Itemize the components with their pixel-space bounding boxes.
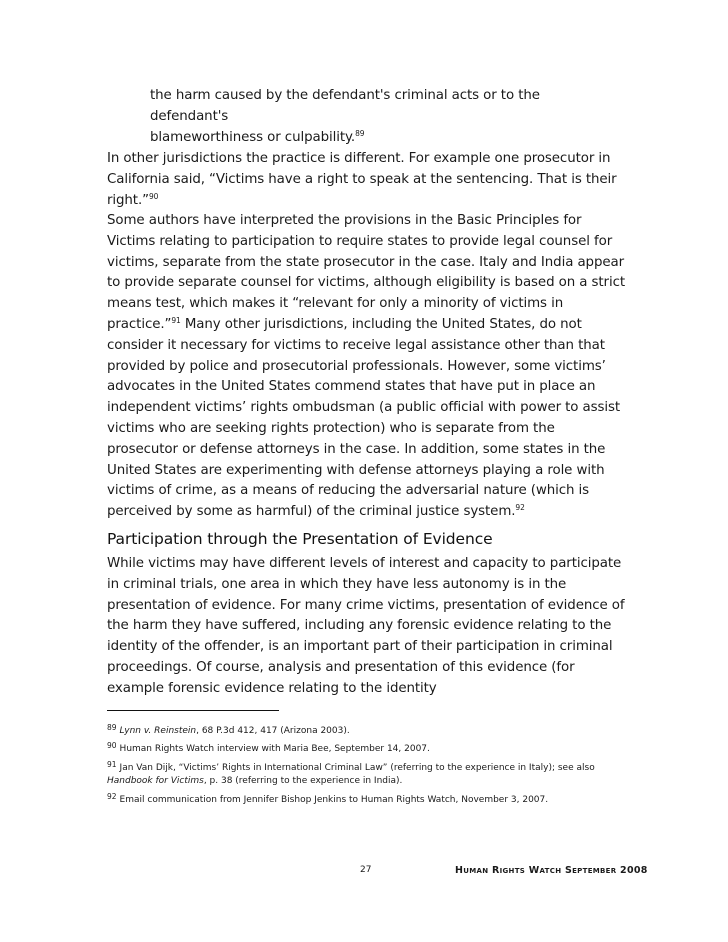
footnotes [107,725,627,812]
paragraph-jurisdictions [107,149,627,211]
footnote-92 [107,791,627,807]
footnote-number: 91 [107,759,117,769]
footnote-divider [107,710,279,711]
footnote-text: Human Rights Watch interview with Maria Bee, September 14, 2007. [119,744,430,755]
footnote-number: 90 [107,741,117,751]
block-quote [150,86,620,148]
paragraph-legal-counsel-text-b: Many other jurisdictions, including the United States, do not consider it necessary for victims to receive legal assistance other than that provided by police and prosecutorial professionals. However, some victims’ advocates in the United States commend states that have put in place an independent victims’ rights ombudsman (a public official with power to assist victims who are seeking rights protection) who is separate from the prosecutor or defense attorneys in the case. In addition, some states in the United States are experimenting with defense attorneys playing a role with victims of crime, as a means of reducing the adversarial nature (which is perceived by some as harmful) of the criminal justice system. [107,316,621,520]
footnote-89 [107,725,627,738]
footnote-number: 89 [107,723,117,732]
quote-line-1: the harm caused by the defendant's criminal acts or to the defendant's [150,88,540,124]
footnote-ref-92[interactable]: 92 [515,503,525,513]
footnote-text-pre: Jan Van Dijk, “Victims’ Rights in International Criminal Law” (referring to the experience in Italy); see also [119,762,595,773]
section-heading: Participation through the Presentation of Evidence [107,530,493,548]
publication-footer: Human Rights Watch September 2008 [455,865,648,876]
footnote-text: , p. 38 (referring to the experience in India). [203,776,403,787]
paragraph-legal-counsel [107,211,627,523]
paragraph-jurisdictions-text: In other jurisdictions the practice is different. For example one prosecutor in California said, “Victims have a right to speak at the sentencing. That is their right.” [107,151,617,208]
footnote-ref-90[interactable]: 90 [148,191,159,201]
paragraph-legal-counsel-text-a: Some authors have interpreted the provisions in the Basic Principles for Victims relating to participation to require states to provide legal counsel for victims, separate from the state prosecutor in the case. Italy and India appear to provide separate counsel for victims, although eligibility is based on a strict means test, which makes it “relevant for only a minority of victims in practice.” [107,213,625,332]
page-number: 27 [360,865,372,875]
paragraph-evidence-text: While victims may have different levels of interest and capacity to participate in criminal trials, one area in which they have less autonomy is in the presentation of evidence. For many crime victims, presentation of evidence of the harm they have suffered, including any forensic evidence relating to the identity of the offender, is an important part of their participation in criminal proceedings. Of course, analysis and presentation of this evidence (for example forensic evidence relating to the identity [107,556,625,696]
footnote-book-title: Handbook for Victims [107,776,204,787]
footnote-case-name: Lynn v. Reinstein [119,726,197,736]
quote-line-2 [150,128,620,149]
paragraph-evidence [107,554,627,700]
footnote-text: Email communication from Jennifer Bishop Jenkins to Human Rights Watch, November 3, 2007. [119,794,549,805]
footnote-text: , 68 P.3d 412, 417 (Arizona 2003). [196,726,350,736]
footnote-ref-91[interactable]: 91 [171,315,181,325]
quote-line-2-text: blameworthiness or culpability. [150,129,356,145]
footnote-90 [107,743,627,756]
footnote-number: 92 [107,791,117,801]
footnote-ref-89[interactable]: 89 [355,128,365,138]
footnote-91 [107,759,627,789]
